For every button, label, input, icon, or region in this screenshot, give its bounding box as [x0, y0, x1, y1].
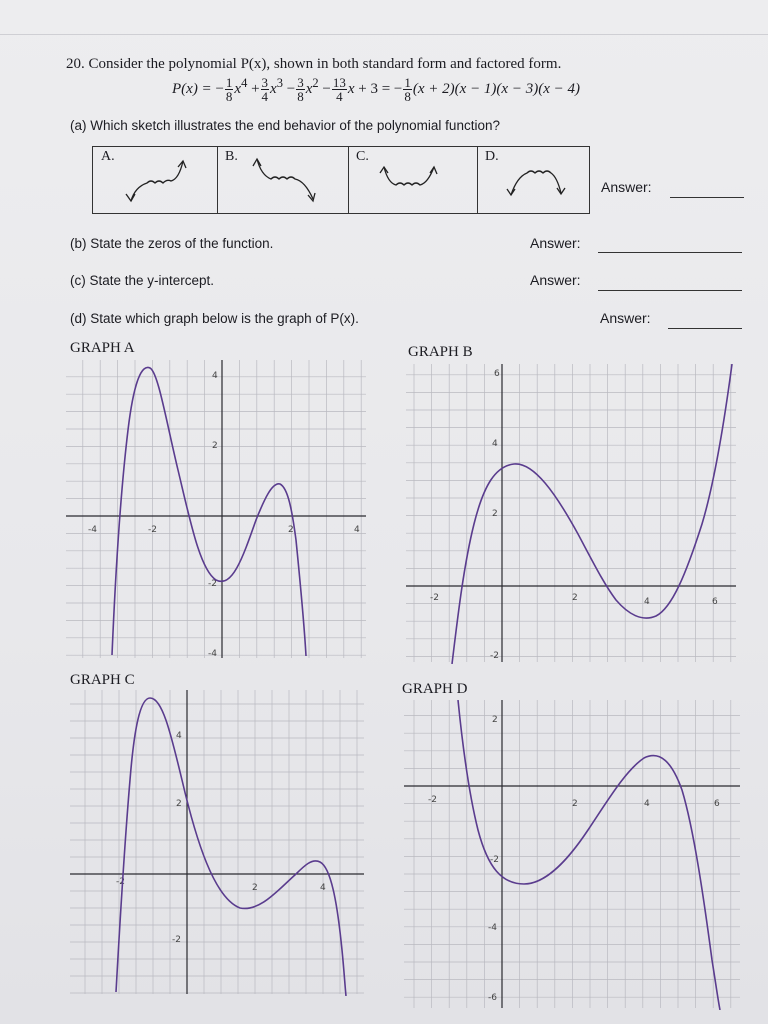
term2-fraction	[261, 76, 270, 103]
term5-constant: + 3 = −	[358, 81, 403, 97]
factored-denominator: 8	[404, 89, 411, 105]
option-b-label: B.	[225, 149, 238, 164]
graph-d-xtick-1: -2	[428, 795, 437, 805]
graph-c-xtick-1: -2	[116, 877, 125, 887]
factored-fraction	[403, 76, 412, 103]
graph-a-ytick-1: 4	[212, 371, 218, 381]
option-a-sketch-icon	[93, 147, 217, 213]
term1-denominator: 8	[225, 89, 233, 105]
graph-a-title: GRAPH A	[70, 340, 135, 356]
term3-sign: −	[286, 81, 296, 97]
graph-b-xtick-3: 4	[644, 597, 650, 607]
graph-a-ytick-3: -2	[208, 579, 217, 589]
polynomial-equation	[172, 76, 580, 103]
term3-numerator: 3	[297, 75, 304, 91]
graph-b[interactable]	[406, 364, 742, 664]
graph-b-ytick-2: 4	[492, 439, 498, 449]
option-d[interactable]	[477, 147, 589, 213]
term2-denominator: 4	[261, 89, 269, 105]
factored-form: (x + 2)(x − 1)(x − 3)(x − 4)	[412, 81, 580, 97]
graph-d[interactable]	[404, 700, 742, 1010]
option-b[interactable]	[217, 147, 349, 213]
graph-c-xtick-3: 4	[320, 883, 326, 893]
term3-exp: 2	[312, 76, 319, 90]
graph-b-xtick-2: 2	[572, 593, 578, 603]
graph-b-ytick-4: -2	[490, 651, 499, 661]
graph-c-title: GRAPH C	[70, 672, 135, 688]
term1-exp: 4	[241, 76, 248, 90]
part-d-answer-line[interactable]	[668, 328, 742, 329]
graph-d-ytick-1: 2	[492, 715, 498, 725]
part-c-text: (c) State the y-intercept.	[70, 273, 215, 288]
term2-exp: 3	[276, 76, 283, 90]
graph-a-ytick-2: 2	[212, 441, 218, 451]
term1-var: x	[234, 81, 242, 97]
part-d-text: (d) State which graph below is the graph of P(x).	[70, 311, 359, 326]
graph-b-xtick-4: 6	[712, 597, 718, 607]
part-a-answer-line[interactable]	[670, 197, 744, 198]
option-d-sketch-icon	[477, 147, 589, 213]
end-behavior-options	[92, 146, 590, 214]
part-c-answer-line[interactable]	[598, 290, 742, 291]
part-b-answer-label: Answer:	[530, 235, 581, 251]
graph-a-grid	[66, 360, 366, 658]
graph-b-title: GRAPH B	[408, 344, 473, 360]
term4-fraction	[332, 76, 347, 103]
option-c-sketch-icon	[348, 147, 477, 213]
part-b-answer-line[interactable]	[598, 252, 742, 253]
part-a-answer-label: Answer:	[601, 179, 652, 195]
question-intro: Consider the polynomial P(x), shown in both standard form and factored form.	[88, 56, 562, 72]
term4-numerator: 13	[332, 75, 346, 91]
graph-d-ytick-2: -2	[490, 855, 499, 865]
question-number: 20.	[66, 56, 85, 72]
page-top-edge	[0, 34, 768, 35]
graph-a-xtick-1: -4	[88, 525, 97, 535]
graph-b-ytick-3: 2	[492, 509, 498, 519]
graph-d-xtick-3: 4	[644, 799, 650, 809]
graph-c-xtick-2: 2	[252, 883, 258, 893]
term3-denominator: 8	[297, 89, 304, 105]
graph-c[interactable]	[70, 690, 366, 996]
graph-a-ytick-4: -4	[208, 649, 217, 659]
part-d-answer-label: Answer:	[600, 310, 651, 326]
term1-fraction	[225, 76, 234, 103]
graph-d-xtick-4: 6	[714, 799, 720, 809]
part-c-answer-label: Answer:	[530, 272, 581, 288]
part-b-text: (b) State the zeros of the function.	[70, 236, 274, 251]
term2-numerator: 3	[261, 75, 269, 91]
graph-a-curve	[112, 367, 306, 656]
term1-numerator: 1	[225, 75, 233, 91]
option-b-sketch-icon	[217, 147, 348, 213]
factored-numerator: 1	[404, 75, 411, 91]
graph-a-xtick-4: 4	[354, 525, 360, 535]
part-a-text: (a) Which sketch illustrates the end behavior of the polynomial function?	[70, 118, 500, 133]
graph-d-title: GRAPH D	[402, 681, 468, 697]
term1-sign: −	[215, 81, 224, 97]
graph-d-grid	[404, 700, 740, 1008]
graph-d-ytick-4: -6	[488, 993, 497, 1003]
option-c[interactable]	[348, 147, 478, 213]
graph-b-xtick-1: -2	[430, 593, 439, 603]
graph-b-grid	[406, 364, 736, 662]
option-a[interactable]	[93, 147, 218, 213]
term4-sign: −	[322, 81, 331, 97]
option-c-label: C.	[356, 149, 369, 164]
graph-a-xtick-2: -2	[148, 525, 157, 535]
option-d-label: D.	[485, 149, 499, 164]
graph-d-xtick-2: 2	[572, 799, 578, 809]
term2-sign: +	[251, 81, 260, 97]
graph-c-curve	[116, 698, 346, 996]
question-heading	[66, 56, 561, 73]
graph-c-ytick-2: 2	[176, 799, 182, 809]
graph-c-ytick-3: -2	[172, 935, 181, 945]
term4-denominator: 4	[336, 89, 343, 105]
term3-var: x	[305, 81, 313, 97]
term2-var: x	[270, 81, 277, 97]
graph-c-grid	[70, 690, 364, 994]
option-a-label: A.	[101, 149, 115, 164]
graph-b-ytick-1: 6	[494, 369, 500, 379]
graph-a[interactable]	[66, 360, 372, 660]
term4-var: x	[347, 81, 355, 97]
term3-fraction	[296, 76, 305, 103]
equation-lhs: P(x) =	[172, 81, 216, 97]
graph-d-ytick-3: -4	[488, 923, 497, 933]
graph-c-ytick-1: 4	[176, 731, 182, 741]
graph-a-xtick-3: 2	[288, 525, 294, 535]
